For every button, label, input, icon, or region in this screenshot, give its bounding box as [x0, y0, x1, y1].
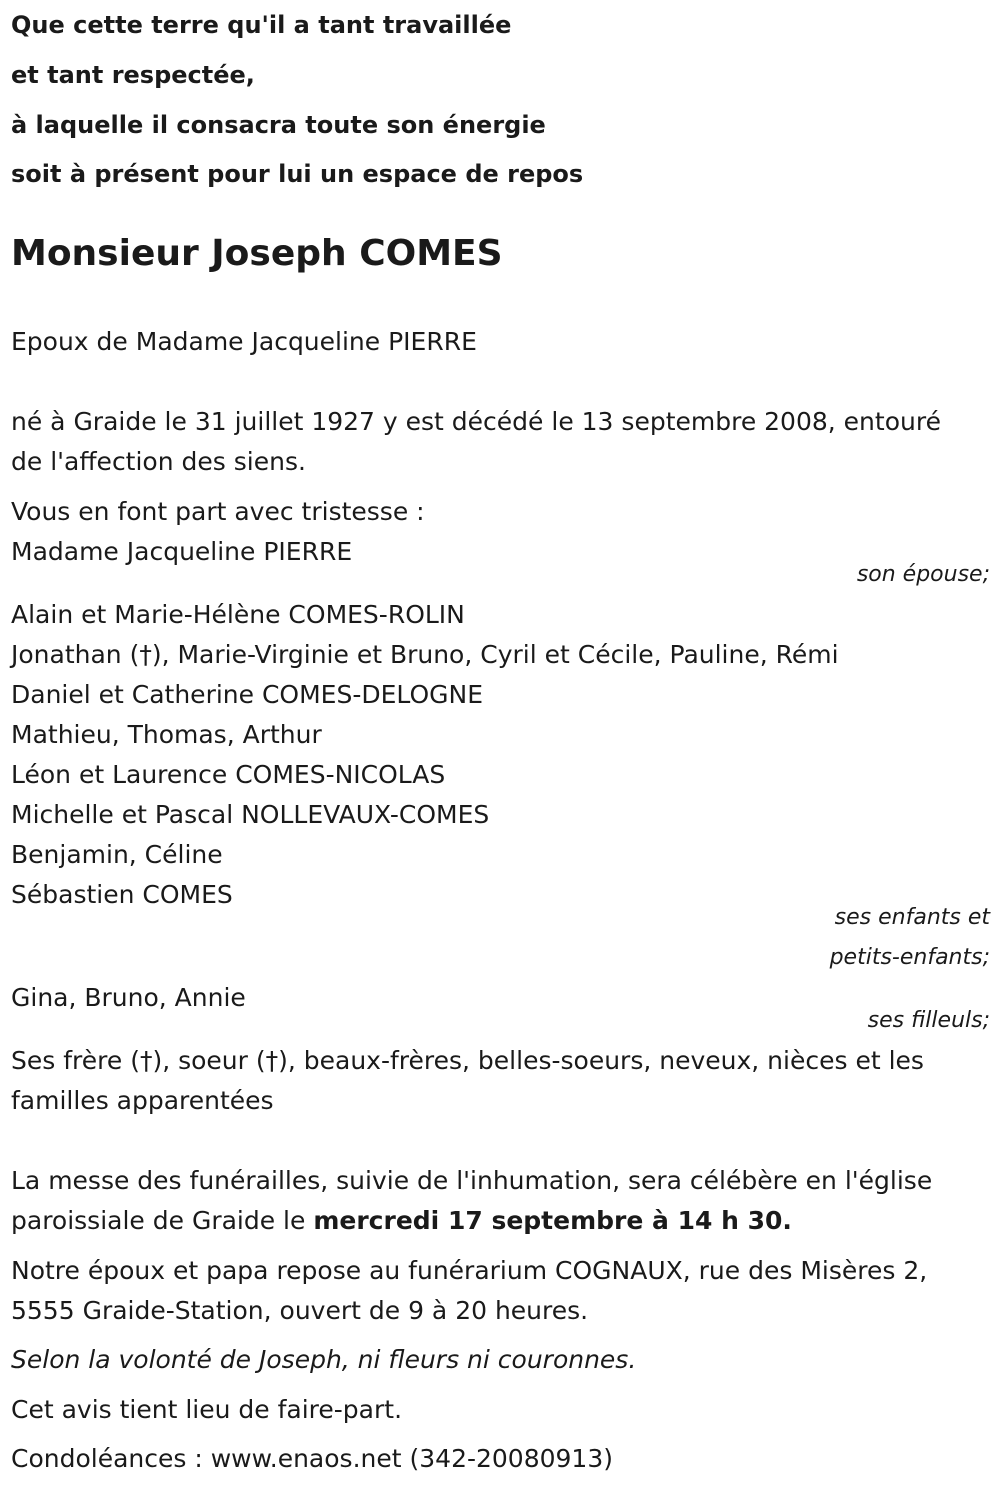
funeral-line-2 — [11, 1208, 792, 1233]
poem-line-1: Que cette terre qu'il a tant travaillée — [11, 11, 512, 39]
godchildren-role: ses filleuls; — [867, 1008, 990, 1033]
child-line-4: Mathieu, Thomas, Arthur — [11, 720, 322, 749]
family-line-2: familles apparentées — [11, 1086, 274, 1115]
child-line-6: Michelle et Pascal NOLLEVAUX-COMES — [11, 800, 490, 829]
announce-line: Vous en font part avec tristesse : — [11, 497, 425, 526]
family-line-1: Ses frère (†), soeur (†), beaux-frères, belles-soeurs, neveux, nièces et les — [11, 1046, 924, 1075]
funeral-line-2-text: paroissiale de Graide le — [11, 1206, 314, 1235]
birth-death-line-1: né à Graide le 31 juillet 1927 y est décédé le 13 septembre 2008, entouré — [11, 407, 941, 436]
children-role-2: petits-enfants; — [829, 945, 990, 970]
wish-line: Selon la volonté de Joseph, ni fleurs ni couronnes. — [11, 1345, 637, 1374]
child-line-8: Sébastien COMES — [11, 880, 233, 909]
birth-death-line-2: de l'affection des siens. — [11, 447, 306, 476]
poem-line-4: soit à présent pour lui un espace de repos — [11, 160, 584, 188]
spouse-line: Epoux de Madame Jacqueline PIERRE — [11, 327, 477, 356]
child-line-2: Jonathan (†), Marie-Virginie et Bruno, Cyril et Cécile, Pauline, Rémi — [11, 640, 839, 669]
godchildren-line: Gina, Bruno, Annie — [11, 983, 246, 1012]
child-line-1: Alain et Marie-Hélène COMES-ROLIN — [11, 600, 465, 629]
child-line-7: Benjamin, Céline — [11, 840, 223, 869]
child-line-3: Daniel et Catherine COMES-DELOGNE — [11, 680, 483, 709]
child-line-5: Léon et Laurence COMES-NICOLAS — [11, 760, 446, 789]
funeral-line-1: La messe des funérailles, suivie de l'inhumation, sera célébère en l'église — [11, 1166, 933, 1195]
poem-line-3: à laquelle il consacra toute son énergie — [11, 111, 546, 139]
deceased-name: Monsieur Joseph COMES — [11, 233, 503, 274]
funeral-date: mercredi 17 septembre à 14 h 30. — [313, 1206, 792, 1235]
condolences-line: Condoléances : www.enaos.net (342-20080913) — [11, 1444, 613, 1473]
children-role-1: ses enfants et — [834, 905, 990, 930]
poem-line-2: et tant respectée, — [11, 61, 255, 89]
funerarium-line-2: 5555 Graide-Station, ouvert de 9 à 20 heures. — [11, 1296, 589, 1325]
funerarium-line-1: Notre époux et papa repose au funérarium COGNAUX, rue des Misères 2, — [11, 1256, 928, 1285]
notice-line: Cet avis tient lieu de faire-part. — [11, 1395, 403, 1424]
spouse-role: son épouse; — [856, 562, 990, 587]
spouse-name: Madame Jacqueline PIERRE — [11, 537, 353, 566]
